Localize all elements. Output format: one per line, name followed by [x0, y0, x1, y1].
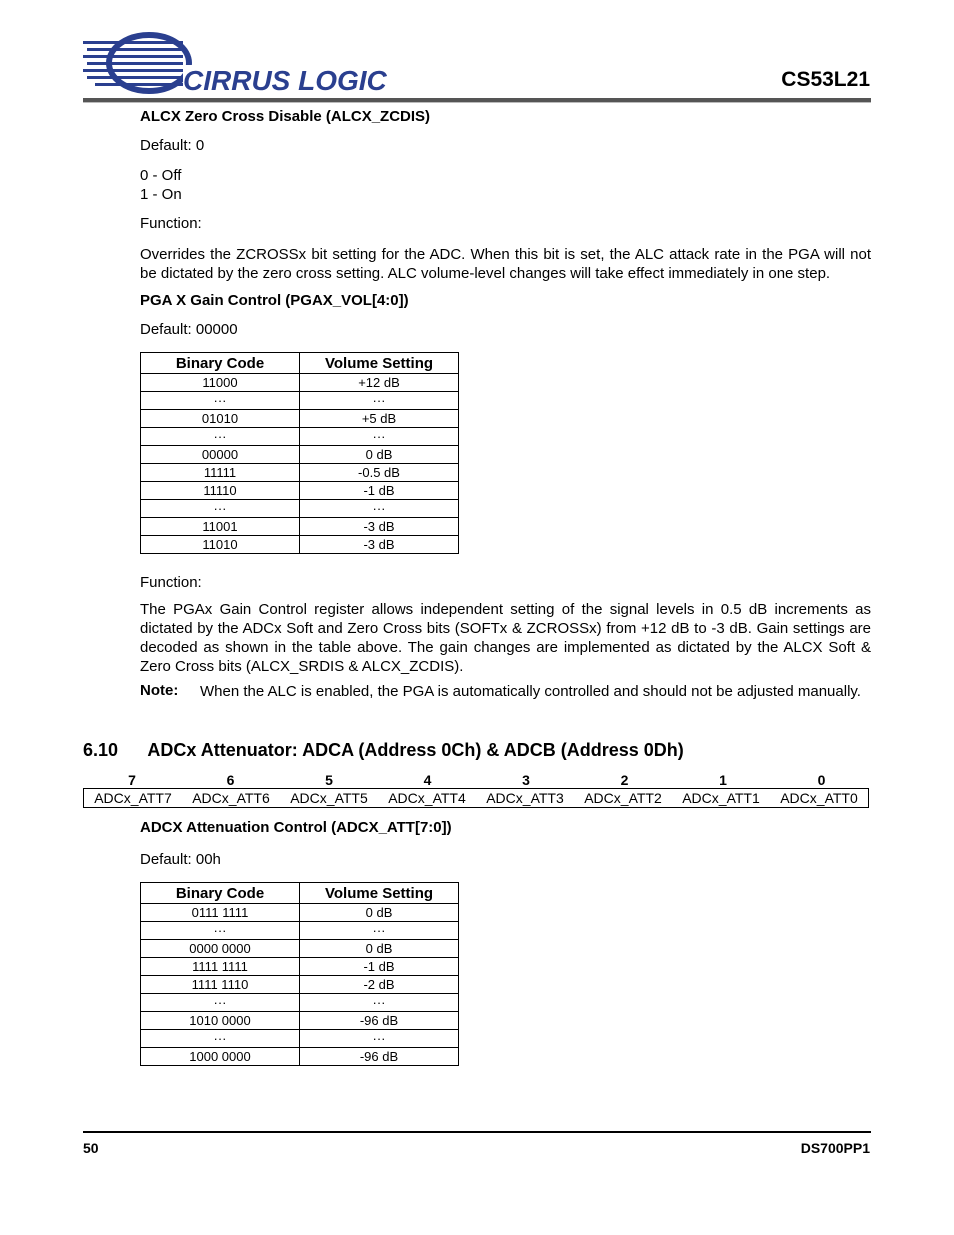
pga-default: Default: 00000 [140, 321, 238, 338]
zcdis-function-text: Overrides the ZCROSSx bit setting for the ADC. When this bit is set, the ALC attack rate in the PGA will not be dictated by the zero cross setting. ALC volume-level changes will take effect immediately in one step. [140, 246, 871, 282]
zcdis-title: ALCX Zero Cross Disable (ALCX_ZCDIS) [140, 108, 431, 125]
bit-name-cell: ADCx_ATT7 [84, 789, 183, 808]
zcdis-function-label: Function: [140, 215, 202, 232]
volume-setting-cell: -0.5 dB [300, 464, 459, 482]
volume-setting-cell: -2 dB [300, 976, 459, 994]
binary-code-cell: ··· [141, 428, 300, 446]
bit-number: 4 [423, 772, 432, 788]
pga-table-row [141, 392, 459, 410]
pga-table-row [141, 518, 459, 536]
cirrus-logic-logo [83, 33, 387, 96]
binary-code-cell: ··· [141, 500, 300, 518]
note-label: Note: [140, 682, 179, 699]
binary-code-cell: 0000 0000 [141, 940, 300, 958]
section-title: ADCx Attenuator: ADCA (Address 0Ch) & ADCB (Address 0Dh) [147, 740, 684, 760]
note-text: When the ALC is enabled, the PGA is automatically controlled and should not be adjusted manually. [200, 683, 861, 700]
volume-setting-cell: ··· [300, 500, 459, 518]
binary-code-cell: 11000 [141, 374, 300, 392]
binary-code-cell: 1010 0000 [141, 1012, 300, 1030]
bit-name-cell: ADCx_ATT5 [280, 789, 378, 808]
volume-setting-cell: -1 dB [300, 482, 459, 500]
att-table-row [141, 940, 459, 958]
binary-code-cell: 1111 1111 [141, 958, 300, 976]
binary-code-cell: 0111 1111 [141, 904, 300, 922]
volume-setting-cell: +5 dB [300, 410, 459, 428]
volume-setting-cell: -3 dB [300, 536, 459, 554]
bit-number: 6 [226, 772, 235, 788]
pga-table-row [141, 428, 459, 446]
header-rule-shadow [83, 102, 871, 103]
bit-name-cell: ADCx_ATT6 [182, 789, 280, 808]
bit-number: 7 [128, 772, 136, 788]
pga-table-row [141, 500, 459, 518]
binary-code-cell: 01010 [141, 410, 300, 428]
bit-name-cell: ADCx_ATT1 [672, 789, 770, 808]
volume-setting-cell: -96 dB [300, 1012, 459, 1030]
pga-table-row [141, 536, 459, 554]
volume-setting-cell: +12 dB [300, 374, 459, 392]
pga-table-row [141, 446, 459, 464]
footer-rule [83, 1131, 871, 1133]
binary-code-cell: ··· [141, 922, 300, 940]
volume-setting-cell: ··· [300, 1030, 459, 1048]
att-table-row [141, 1048, 459, 1066]
register-bit-table [83, 788, 869, 808]
pga-header-volume: Volume Setting [300, 353, 459, 374]
att-table-row [141, 958, 459, 976]
pga-table-row [141, 374, 459, 392]
volume-setting-cell: ··· [300, 994, 459, 1012]
att-header-binary: Binary Code [141, 883, 300, 904]
binary-code-cell: 11111 [141, 464, 300, 482]
bit-number: 5 [325, 772, 333, 788]
volume-setting-cell: 0 dB [300, 904, 459, 922]
volume-setting-cell: -1 dB [300, 958, 459, 976]
bit-number: 1 [719, 772, 727, 788]
pga-volume-table [140, 352, 459, 554]
att-default: Default: 00h [140, 851, 221, 868]
bit-number: 3 [522, 772, 530, 788]
att-volume-table [140, 882, 459, 1066]
att-table-row [141, 976, 459, 994]
att-header-volume: Volume Setting [300, 883, 459, 904]
section-heading [83, 740, 684, 761]
volume-setting-cell: -96 dB [300, 1048, 459, 1066]
bit-name-cell: ADCx_ATT0 [770, 789, 869, 808]
binary-code-cell: 11010 [141, 536, 300, 554]
binary-code-cell: 1111 1110 [141, 976, 300, 994]
volume-setting-cell: ··· [300, 922, 459, 940]
att-table-row [141, 922, 459, 940]
volume-setting-cell: ··· [300, 428, 459, 446]
pga-title: PGA X Gain Control (PGAX_VOL[4:0]) [140, 292, 409, 309]
part-number: CS53L21 [781, 68, 870, 91]
bit-number: 2 [620, 772, 629, 788]
page-number: 50 [83, 1140, 99, 1156]
binary-code-cell: ··· [141, 994, 300, 1012]
att-table-row [141, 904, 459, 922]
binary-code-cell: 11110 [141, 482, 300, 500]
binary-code-cell: ··· [141, 1030, 300, 1048]
binary-code-cell: 1000 0000 [141, 1048, 300, 1066]
pga-header-binary: Binary Code [141, 353, 300, 374]
pga-function-text: The PGAx Gain Control register allows independent setting of the signal levels in 0.5 dB increments as dictated by the ADCx Soft and Zero Cross bits (SOFTx & ZCROSSx) from +12 dB to -3 dB. Gain settings are decoded as shown in the table above. The gain changes are implemented as dictated by the ALCX Soft & Zero Cross bits (ALCX_SRDIS & ALCX_ZCDIS). [140, 601, 871, 675]
svg-text:CIRRUS LOGIC: CIRRUS LOGIC [183, 65, 387, 96]
volume-setting-cell: 0 dB [300, 446, 459, 464]
bit-name-cell: ADCx_ATT2 [574, 789, 672, 808]
volume-setting-cell: ··· [300, 392, 459, 410]
att-table-row [141, 1012, 459, 1030]
att-table-row [141, 994, 459, 1012]
pga-table-row [141, 482, 459, 500]
binary-code-cell: ··· [141, 392, 300, 410]
pga-function-label: Function: [140, 574, 202, 591]
zcdis-option-1: 1 - On [140, 186, 182, 203]
bit-name-cell: ADCx_ATT4 [378, 789, 476, 808]
att-title: ADCX Attenuation Control (ADCX_ATT[7:0]) [140, 819, 452, 836]
bit-number: 0 [817, 772, 826, 788]
binary-code-cell: 11001 [141, 518, 300, 536]
volume-setting-cell: -3 dB [300, 518, 459, 536]
volume-setting-cell: 0 dB [300, 940, 459, 958]
att-table-row [141, 1030, 459, 1048]
pga-table-row [141, 410, 459, 428]
bit-name-cell: ADCx_ATT3 [476, 789, 574, 808]
zcdis-option-0: 0 - Off [140, 167, 182, 184]
pga-table-row [141, 464, 459, 482]
zcdis-default: Default: 0 [140, 137, 205, 154]
section-number: 6.10 [83, 740, 119, 760]
binary-code-cell: 00000 [141, 446, 300, 464]
document-id: DS700PP1 [800, 1140, 870, 1156]
